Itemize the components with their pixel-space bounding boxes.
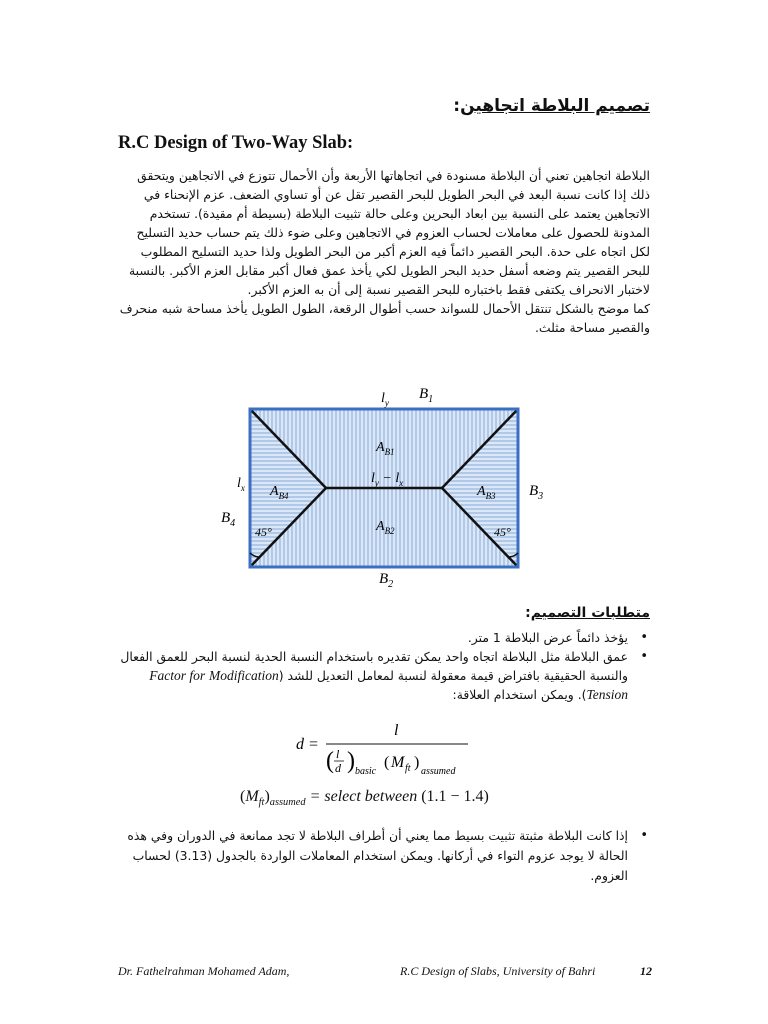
eq2-rhs: = select between [309, 788, 418, 805]
title-ar-colon: : [453, 96, 461, 116]
intro-paragraph-1: البلاطة اتجاهين تعني أن البلاطة مسنودة في اتجاهاتها الأربعة وأن الأحمال تتوزع في الاتجاهين ويتحقق ذلك إذا كانت نسبة البعد في البحر الطويل للبحر القصير تقل عن أو تساوي الضعف. عزم الإنحناء في الاتجاهين يعتمد على النسبة بين ابعاد البحرين وعلى حالة تثبيت البلاطة (بسيطة أم مقيدة). تستخدم المدونة للحصول على معاملات لحساب العزوم في الاتجاهين وعلى ضوء ذلك يتم حساب حديد التسليح لكل اتجاه على حدة. البحر القصير دائماً فيه العزم أكبر من البحر الطويل ولذا حديد التسليح المطلوب للبحر القصير يتم وضعه أسفل حديد البحر الطويل لكي يأخذ عمق فعال أكبر مقابل العزم الأكبر. بالنسبة لاختبار الانحراف يكتفى فقط باختباره للبحر القصير نسبة إلى أن به العزم الأكبر. [129, 168, 650, 297]
two-way-slab-diagram [215, 380, 555, 590]
requirement-depth-factor: Factor for Tension [149, 668, 628, 702]
eq2-assumed: assumed [269, 797, 306, 809]
label-ab4: $A_{B4}$ [270, 484, 289, 501]
eq1-m: M [391, 754, 405, 771]
intro-paragraph-2: كما موضح بالشكل تنتقل الأحمال للسواند حسب أطوال الرقعة، الطول الطويل يأخذ مساحة شبه منحرف والقصير مساحة مثلث. [119, 301, 650, 335]
requirement-item-depth [118, 647, 650, 704]
equation-mft [240, 788, 489, 808]
eq1-numerator: l [394, 722, 399, 739]
requirement-depth-text-b: ). ويمكن استخدام العلاقة: [452, 687, 587, 702]
eq1-assumed: assumed [421, 766, 456, 777]
eq1-inner-num: l [336, 747, 340, 761]
eq2-m: M [245, 788, 259, 805]
eq1-paren2-open: ( [384, 754, 390, 771]
requirement-width-text: يؤخذ دائماً عرض البلاطة 1 متر. [467, 630, 628, 645]
requirements-heading-colon: : [525, 605, 531, 621]
label-b2: $B_2$ [379, 571, 394, 590]
label-b3: $B_3$ [529, 483, 544, 502]
eq1-paren-open: ( [326, 748, 334, 774]
requirements-list [118, 628, 650, 704]
intro-text [118, 166, 650, 337]
eq2-ft: ft [258, 797, 265, 809]
label-ly: $l_y$ [381, 391, 389, 408]
eq1-paren-close: ) [347, 748, 355, 774]
label-ab2: $A_{B2}$ [376, 519, 395, 536]
requirement-item-width [118, 628, 650, 647]
title-ar-text: تصميم البلاطة اتجاهين [460, 96, 650, 116]
label-angle-left: 45° [255, 525, 272, 539]
eq2-paren-close: ) [264, 788, 270, 805]
equation-depth [296, 720, 476, 780]
label-ab3: $A_{B3}$ [477, 484, 496, 501]
requirements-heading [118, 605, 650, 621]
requirement-depth-modification: Modification [209, 668, 279, 683]
label-angle-right: 45° [494, 525, 511, 539]
label-ridge: $l_y - l_x$ [371, 471, 404, 488]
page-title-arabic [110, 96, 650, 116]
label-b4: $B_4$ [221, 510, 236, 529]
eq2-range: (1.1 − 1.4) [421, 788, 489, 805]
eq1-lhs: d = [296, 736, 319, 753]
page-number: 12 [640, 964, 652, 978]
eq1-paren2-close: ) [414, 754, 420, 771]
eq2-paren-open: ( [240, 788, 246, 805]
requirement-depth-text-a: عمق البلاطة مثل البلاطة اتجاه واحد يمكن تقديره باستخدام النسبة الحدية لنسبة البحر للعمق الفعال والنسبة الحقيقية بافتراض قيمة معقولة لنسبة لمعامل التعديل للشد ( [120, 649, 628, 683]
label-b1: $B_1$ [419, 386, 434, 405]
requirement-item-simple-support [118, 826, 650, 886]
requirements-heading-text: متطلبات التصميم [530, 605, 650, 621]
requirement-simple-support-text: إذا كانت البلاطة مثبتة تثبيت بسيط مما يعني أن أطراف البلاطة لا تجد ممانعة في الدوران وفي هذه الحالة لا يوجد عزوم التواء في أركانها. ويمكن استخدام المعاملات الواردة بالجدول (3.13) لحساب العزوم. [127, 828, 628, 883]
eq1-inner-den: d [335, 761, 341, 775]
label-lx: $l_x$ [237, 476, 245, 493]
footer-author: Dr. Fathelrahman Mohamed Adam, [118, 964, 290, 978]
requirements-list-2 [118, 826, 650, 886]
label-ab1: $A_{B1}$ [376, 440, 395, 457]
page-title-english: R.C Design of Two-Way Slab: [118, 133, 354, 153]
eq1-basic: basic [355, 766, 377, 777]
eq1-ft: ft [405, 763, 411, 774]
footer-course: R.C Design of Slabs, University of Bahri [400, 964, 596, 978]
